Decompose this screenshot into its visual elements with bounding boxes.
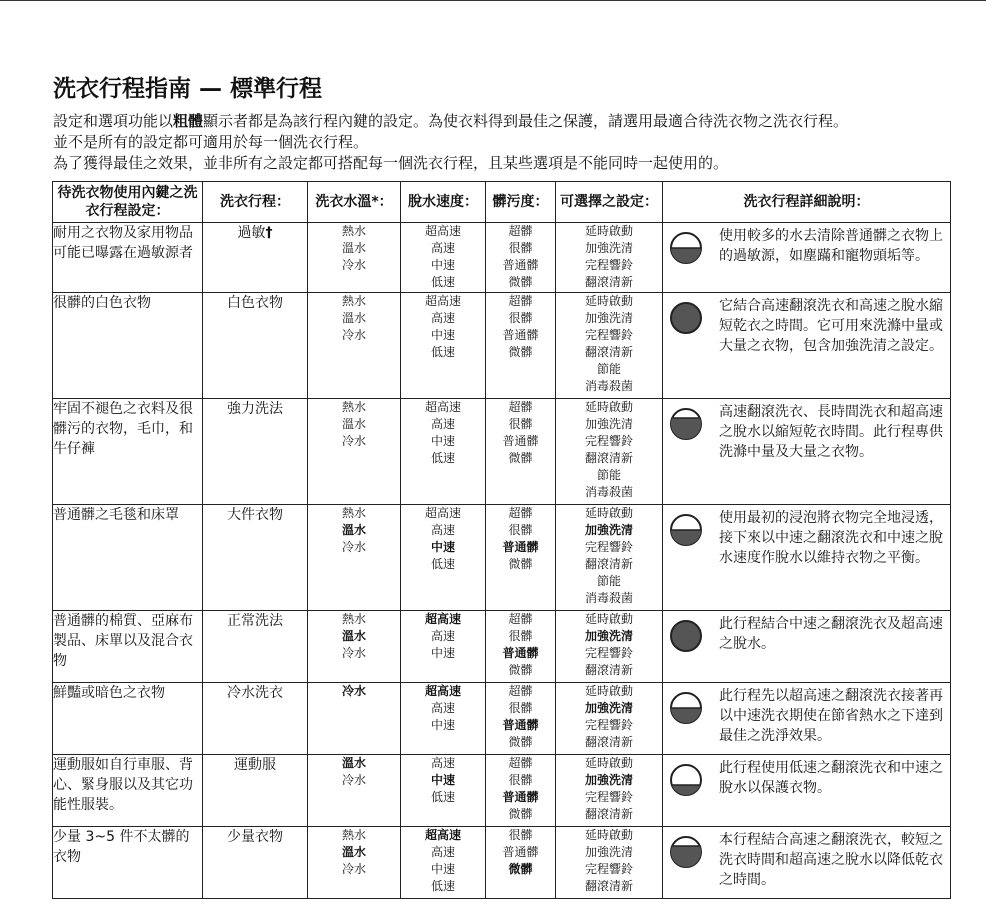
page-title: 洗衣行程指南 — 標準行程 <box>53 76 323 102</box>
water-level-icon <box>663 399 715 441</box>
options-cell-item: 加強洗清 <box>584 773 633 787</box>
spin-speed-cell-item: 高速 <box>430 629 455 643</box>
header-options: 可選擇之設定： <box>556 182 663 223</box>
temperature-cell <box>308 827 401 899</box>
options-cell <box>556 293 663 399</box>
intro-line-1: 設定和選項功能以粗體顯示者都是為該行程內鍵的設定。為使衣料得到最佳之保護，請選用最適合待洗衣物之洗衣行程。 <box>53 112 849 130</box>
options-cell-item: 翻滾清新 <box>584 451 633 465</box>
header-temperature: 洗衣水溫*： <box>308 182 401 223</box>
description-cell <box>663 293 951 399</box>
spin-speed-cell-item: 低速 <box>430 879 455 893</box>
temperature-cell <box>308 505 401 611</box>
table-row <box>53 827 951 899</box>
options-cell-item: 消毒殺菌 <box>584 591 633 605</box>
temperature-cell-item: 溫水 <box>341 417 366 431</box>
temperature-cell-item: 冷水 <box>341 646 366 660</box>
cycle-cell <box>203 223 308 293</box>
temperature-cell <box>308 683 401 755</box>
soil-level-cell-item: 普通髒 <box>502 540 539 554</box>
cycle-name: 正常洗法 <box>227 613 283 629</box>
cycle-description: 此行程結合中速之翻滾洗衣及超高速之脫水。 <box>719 616 943 652</box>
wash-cycle-table <box>52 181 951 899</box>
cycle-cell <box>203 755 308 827</box>
table-row <box>53 611 951 683</box>
spin-speed-cell-item: 超高速 <box>424 684 461 698</box>
soil-level-cell-item: 很髒 <box>508 629 533 643</box>
soil-level-cell-item: 普通髒 <box>502 790 539 804</box>
options-cell-item: 完程響鈴 <box>584 790 633 804</box>
soil-level-cell-item: 微髒 <box>508 663 533 677</box>
cycle-description: 使用最初的浸泡將衣物完全地浸透，接下來以中速之翻滾洗衣和中速之脫水速度作脫水以維持衣物之平衡。 <box>719 510 943 566</box>
options-cell-item: 加強洗清 <box>584 417 633 431</box>
options-cell-item: 延時啟動 <box>584 612 633 626</box>
options-cell <box>556 611 663 683</box>
cycle-name: 大件衣物 <box>227 507 283 523</box>
table-row <box>53 683 951 755</box>
options-cell-item: 加強洗清 <box>584 629 633 643</box>
intro-text <box>53 111 848 174</box>
water-level-icon <box>663 611 715 653</box>
options-cell-item: 消毒殺菌 <box>584 485 633 499</box>
temperature-cell-item: 冷水 <box>341 684 366 698</box>
options-cell-item: 延時啟動 <box>584 224 633 238</box>
soil-level-cell-item: 普通髒 <box>502 434 539 448</box>
options-cell-item: 完程響鈴 <box>584 540 633 554</box>
options-cell-item: 節能 <box>596 362 621 376</box>
header-soil-level: 髒污度： <box>486 182 556 223</box>
options-cell-item: 加強洗清 <box>584 523 633 537</box>
spin-speed-cell-item: 低速 <box>430 345 455 359</box>
soil-level-cell-item: 很髒 <box>508 701 533 715</box>
header-spin-speed: 脫水速度： <box>401 182 486 223</box>
spin-speed-cell-item: 中速 <box>430 540 455 554</box>
description-cell <box>663 399 951 505</box>
options-cell <box>556 827 663 899</box>
temperature-cell-item: 冷水 <box>341 540 366 554</box>
soil-level-cell-item: 普通髒 <box>502 328 539 342</box>
cycle-name: 運動服 <box>234 757 276 773</box>
temperature-cell <box>308 293 401 399</box>
options-cell-item: 翻滾清新 <box>584 807 633 821</box>
spin-speed-cell-item: 高速 <box>430 241 455 255</box>
spin-speed-cell-item: 高速 <box>430 311 455 325</box>
cycle-cell <box>203 683 308 755</box>
description-cell <box>663 827 951 899</box>
description-cell <box>663 505 951 611</box>
temperature-cell-item: 熱水 <box>341 506 366 520</box>
temperature-cell-item: 冷水 <box>341 258 366 272</box>
soil-level-cell-item: 很髒 <box>508 773 533 787</box>
options-cell-item: 完程響鈴 <box>584 258 633 272</box>
options-cell-item: 延時啟動 <box>584 684 633 698</box>
fabric-cell: 運動服如自行車服、背心、緊身服以及其它功能性服裝。 <box>53 755 203 827</box>
cycle-cell <box>203 399 308 505</box>
options-cell-item: 翻滾清新 <box>584 345 633 359</box>
soil-level-cell-item: 微髒 <box>508 451 533 465</box>
soil-level-cell <box>486 683 556 755</box>
cycle-name: 白色衣物 <box>227 295 283 311</box>
spin-speed-cell-item: 低速 <box>430 451 455 465</box>
water-level-icon <box>663 223 715 265</box>
soil-level-cell-item: 普通髒 <box>502 718 539 732</box>
soil-level-cell-item: 微髒 <box>508 735 533 749</box>
soil-level-cell-item: 很髒 <box>508 311 533 325</box>
spin-speed-cell-item: 高速 <box>430 756 455 770</box>
temperature-cell-item: 冷水 <box>341 434 366 448</box>
soil-level-cell-item: 很髒 <box>508 523 533 537</box>
description-cell <box>663 755 951 827</box>
cycle-name: 強力洗法 <box>227 401 283 417</box>
table-header-row <box>53 182 951 223</box>
cycle-description: 此行程使用低速之翻滾洗衣和中速之脫水以保護衣物。 <box>719 760 943 796</box>
table-row <box>53 223 951 293</box>
options-cell-item: 加強洗清 <box>584 701 633 715</box>
description-cell <box>663 223 951 293</box>
options-cell-item: 翻滾清新 <box>584 879 633 893</box>
temperature-cell <box>308 399 401 505</box>
spin-speed-cell-item: 中速 <box>430 773 455 787</box>
water-level-icon <box>663 293 715 335</box>
temperature-cell-item: 溫水 <box>341 523 366 537</box>
soil-level-cell-item: 普通髒 <box>502 845 539 859</box>
options-cell-item: 延時啟動 <box>584 506 633 520</box>
options-cell-item: 完程響鈴 <box>584 328 633 342</box>
soil-level-cell-item: 普通髒 <box>502 646 539 660</box>
top-rule <box>0 0 986 1</box>
header-fabric: 待洗衣物使用內鍵之洗衣行程設定： <box>53 182 203 223</box>
soil-level-cell-item: 微髒 <box>508 862 533 876</box>
options-cell <box>556 223 663 293</box>
options-cell-item: 翻滾清新 <box>584 735 633 749</box>
options-cell-item: 加強洗清 <box>584 241 633 255</box>
soil-level-cell-item: 微髒 <box>508 345 533 359</box>
soil-level-cell-item: 超髒 <box>508 756 533 770</box>
options-cell-item: 加強洗清 <box>584 311 633 325</box>
temperature-cell-item: 熱水 <box>341 294 366 308</box>
spin-speed-cell <box>401 223 486 293</box>
soil-level-cell-item: 超髒 <box>508 400 533 414</box>
fabric-cell: 鮮豔或暗色之衣物 <box>53 683 203 755</box>
options-cell-item: 延時啟動 <box>584 756 633 770</box>
intro-line-3: 為了獲得最佳之效果，並非所有之設定都可搭配每一個洗衣行程，且某些選項是不能同時一起使用的。 <box>53 154 729 172</box>
spin-speed-cell <box>401 293 486 399</box>
soil-level-cell-item: 超髒 <box>508 684 533 698</box>
options-cell-item: 翻滾清新 <box>584 275 633 289</box>
water-level-icon <box>663 827 715 869</box>
spin-speed-cell <box>401 827 486 899</box>
spin-speed-cell-item: 中速 <box>430 862 455 876</box>
spin-speed-cell-item: 低速 <box>430 790 455 804</box>
spin-speed-cell <box>401 683 486 755</box>
spin-speed-cell <box>401 399 486 505</box>
cycle-description: 使用較多的水去清除普通髒之衣物上的過敏源，如塵蹣和寵物頭垢等。 <box>719 228 943 264</box>
bold-keyword: 粗體 <box>173 112 204 130</box>
temperature-cell-item: 熱水 <box>341 224 366 238</box>
options-cell-item: 加強洗清 <box>584 845 633 859</box>
temperature-cell-item: 熱水 <box>341 612 366 626</box>
cycle-description: 本行程結合高速之翻滾洗衣，較短之洗衣時間和超高速之脫水以降低乾衣之時間。 <box>719 832 943 888</box>
cycle-footnote-mark: † <box>265 225 273 241</box>
spin-speed-cell-item: 高速 <box>430 417 455 431</box>
fabric-cell: 普通髒的棉質、亞麻布製品、床單以及混合衣物 <box>53 611 203 683</box>
table-row <box>53 755 951 827</box>
options-cell-item: 延時啟動 <box>584 828 633 842</box>
spin-speed-cell-item: 超高速 <box>424 612 461 626</box>
soil-level-cell <box>486 505 556 611</box>
soil-level-cell-item: 很髒 <box>508 828 533 842</box>
cycle-description: 它結合高速翻滾洗衣和高速之脫水縮短乾衣之時間。它可用來洗滌中量或大量之衣物，包含加強洗清之設定。 <box>719 298 943 354</box>
water-level-icon <box>663 505 715 547</box>
cycle-cell <box>203 505 308 611</box>
spin-speed-cell-item: 高速 <box>430 523 455 537</box>
temperature-cell-item: 溫水 <box>341 241 366 255</box>
description-cell <box>663 611 951 683</box>
temperature-cell-item: 冷水 <box>341 328 366 342</box>
spin-speed-cell-item: 超高速 <box>424 294 461 308</box>
soil-level-cell-item: 普通髒 <box>502 258 539 272</box>
water-level-icon <box>663 683 715 725</box>
soil-level-cell <box>486 827 556 899</box>
table-row <box>53 399 951 505</box>
temperature-cell-item: 熱水 <box>341 400 366 414</box>
soil-level-cell-item: 超髒 <box>508 294 533 308</box>
table-row <box>53 505 951 611</box>
temperature-cell-item: 溫水 <box>341 629 366 643</box>
options-cell-item: 翻滾清新 <box>584 557 633 571</box>
temperature-cell <box>308 611 401 683</box>
spin-speed-cell <box>401 611 486 683</box>
spin-speed-cell <box>401 755 486 827</box>
options-cell-item: 完程響鈴 <box>584 862 633 876</box>
spin-speed-cell-item: 中速 <box>430 258 455 272</box>
temperature-cell-item: 冷水 <box>341 862 366 876</box>
options-cell-item: 完程響鈴 <box>584 718 633 732</box>
soil-level-cell-item: 超髒 <box>508 506 533 520</box>
soil-level-cell-item: 超髒 <box>508 224 533 238</box>
soil-level-cell <box>486 755 556 827</box>
temperature-cell-item: 溫水 <box>341 845 366 859</box>
spin-speed-cell <box>401 505 486 611</box>
spin-speed-cell-item: 超高速 <box>424 828 461 842</box>
options-cell-item: 節能 <box>596 468 621 482</box>
spin-speed-cell-item: 超高速 <box>424 400 461 414</box>
cycle-cell <box>203 827 308 899</box>
soil-level-cell-item: 很髒 <box>508 241 533 255</box>
cycle-name: 過敏 <box>237 225 266 241</box>
soil-level-cell <box>486 399 556 505</box>
header-cycle: 洗衣行程： <box>203 182 308 223</box>
cycle-description: 高速翻滾洗衣、長時間洗衣和超高速之脫水以縮短乾衣時間。此行程專供洗滌中量及大量之衣物。 <box>719 404 943 460</box>
spin-speed-cell-item: 中速 <box>430 718 455 732</box>
temperature-cell-item: 溫水 <box>341 311 366 325</box>
intro-line-2: 並不是所有的設定都可適用於每一個洗衣行程。 <box>53 133 369 151</box>
soil-level-cell-item: 超髒 <box>508 612 533 626</box>
cycle-name: 冷水洗衣 <box>227 685 283 701</box>
temperature-cell <box>308 755 401 827</box>
soil-level-cell-item: 很髒 <box>508 417 533 431</box>
fabric-cell: 耐用之衣物及家用物品可能已曝露在過敏源者 <box>53 223 203 293</box>
header-details: 洗衣行程詳細說明： <box>663 182 951 223</box>
temperature-cell-item: 冷水 <box>341 773 366 787</box>
spin-speed-cell-item: 中速 <box>430 434 455 448</box>
cycle-cell <box>203 611 308 683</box>
options-cell-item: 節能 <box>596 574 621 588</box>
options-cell-item: 延時啟動 <box>584 294 633 308</box>
soil-level-cell <box>486 293 556 399</box>
options-cell-item: 延時啟動 <box>584 400 633 414</box>
options-cell-item: 完程響鈴 <box>584 434 633 448</box>
water-level-icon <box>663 755 715 797</box>
spin-speed-cell-item: 高速 <box>430 701 455 715</box>
spin-speed-cell-item: 超高速 <box>424 224 461 238</box>
options-cell <box>556 505 663 611</box>
description-cell <box>663 683 951 755</box>
options-cell <box>556 399 663 505</box>
spin-speed-cell-item: 低速 <box>430 275 455 289</box>
spin-speed-cell-item: 超高速 <box>424 506 461 520</box>
soil-level-cell <box>486 223 556 293</box>
soil-level-cell-item: 微髒 <box>508 807 533 821</box>
options-cell-item: 消毒殺菌 <box>584 379 633 393</box>
cycle-description: 此行程先以超高速之翻滾洗衣接著再以中速洗衣期使在節省熱水之下達到最佳之洗淨效果。 <box>719 688 943 744</box>
spin-speed-cell-item: 高速 <box>430 845 455 859</box>
spin-speed-cell-item: 低速 <box>430 557 455 571</box>
options-cell <box>556 683 663 755</box>
soil-level-cell-item: 微髒 <box>508 275 533 289</box>
temperature-cell <box>308 223 401 293</box>
temperature-cell-item: 熱水 <box>341 828 366 842</box>
soil-level-cell-item: 微髒 <box>508 557 533 571</box>
fabric-cell: 普通髒之毛毯和床罩 <box>53 505 203 611</box>
fabric-cell: 少量 3~5 件不太髒的衣物 <box>53 827 203 899</box>
spin-speed-cell-item: 中速 <box>430 328 455 342</box>
spin-speed-cell-item: 中速 <box>430 646 455 660</box>
cycle-cell <box>203 293 308 399</box>
fabric-cell: 很髒的白色衣物 <box>53 293 203 399</box>
options-cell <box>556 755 663 827</box>
table-row <box>53 293 951 399</box>
cycle-name: 少量衣物 <box>227 829 283 845</box>
fabric-cell: 牢固不褪色之衣料及很髒污的衣物，毛巾，和牛仔褲 <box>53 399 203 505</box>
options-cell-item: 完程響鈴 <box>584 646 633 660</box>
temperature-cell-item: 溫水 <box>341 756 366 770</box>
options-cell-item: 翻滾清新 <box>584 663 633 677</box>
soil-level-cell <box>486 611 556 683</box>
